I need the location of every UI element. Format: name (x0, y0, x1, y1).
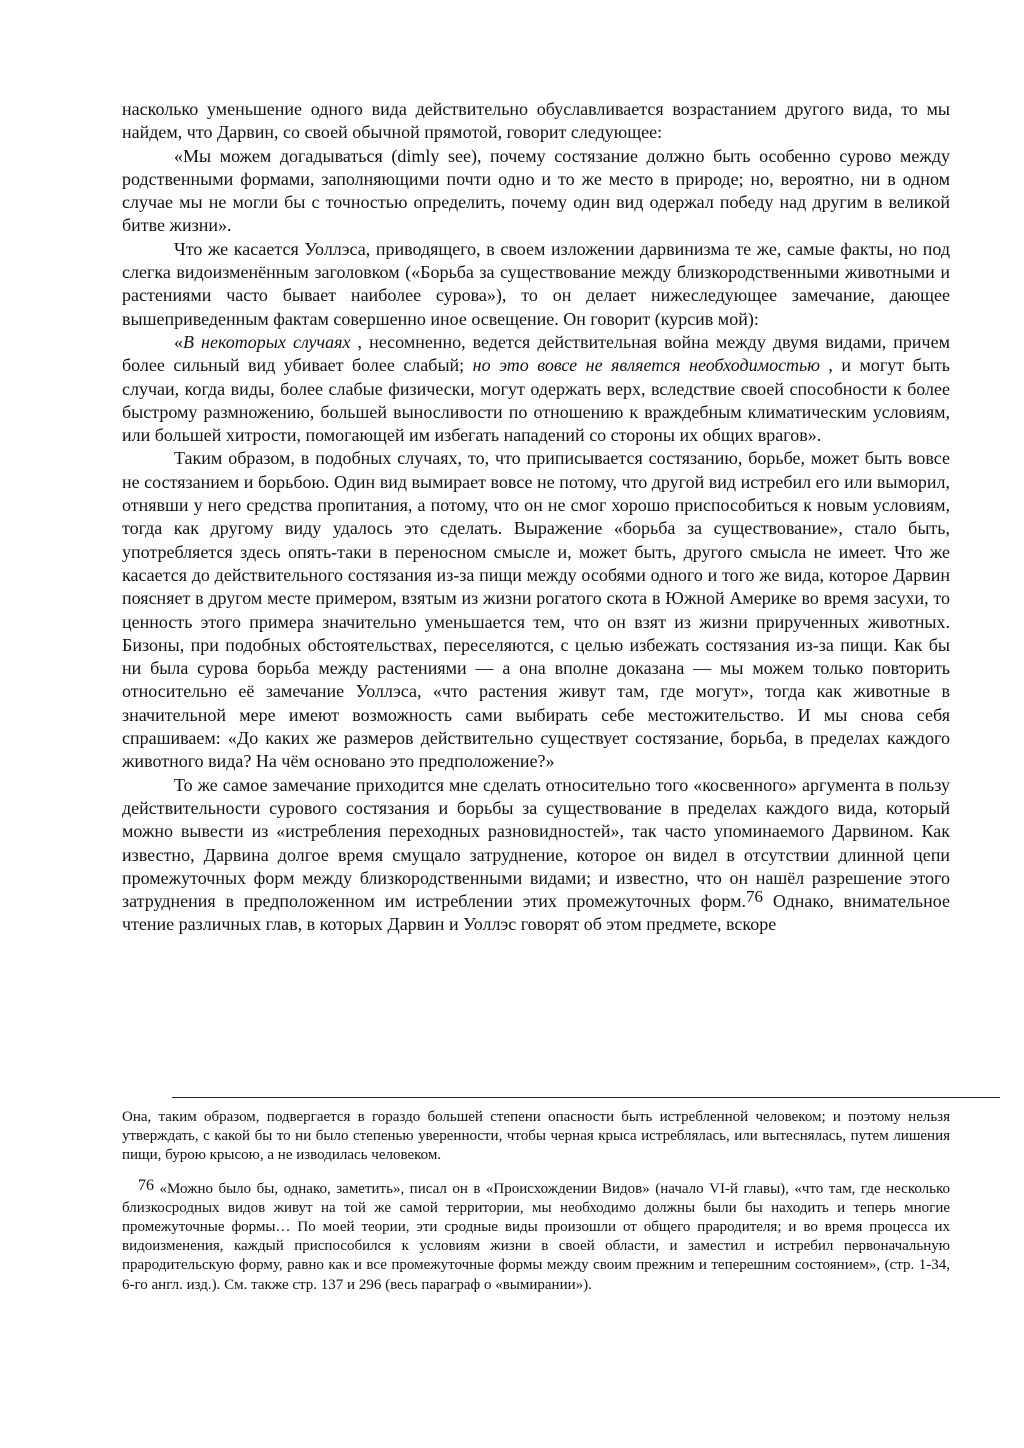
paragraph-wallace-quote (122, 331, 950, 447)
paragraph-analysis: Таким образом, в подобных случаях, то, что приписывается состязанию, борьбе, может быть вовсе не состязанием и борьбою. Один вид вымирает вовсе не потому, что другой вид истребил его или выморил, отнявши у него средства пропитания, а потому, что он не смог хорошо приспособиться к новым условиям, тогда как другому виду удалось это сделать. Выражение «борьба за существование», стало быть, употребляется здесь опять-таки в переносном смысле и, может быть, другого смысла не имеет. Что же касается до действительного состязания из-за пищи между особями одного и того же вида, которое Дарвин поясняет в другом месте примером, взятым из жизни рогатого скота в Южной Америке во время засухи, то ценность этого примера значительно уменьшается тем, что он взят из жизни прирученных животных. Бизоны, при подобных обстоятельствах, переселяются, с целью избежать состязания из-за пищи. Как бы ни была сурова борьба между растениями — а она вполне доказана — мы можем только повторить относительно её замечание Уоллэса, «что растения живут там, где могут», тогда как животные в значительной мере имеют возможность сами выбирать себе местожительство. И мы снова себя спрашиваем: «До каких же размеров действительно существует состязание, борьба, в пределах каждого животного вида? На чём основано это предположение?» (122, 448, 950, 772)
paragraph-text-2: Однако, внимательное чтение различных глав, в которых Дарвин и Уоллэс говорят об этом предмете, вскоре (122, 891, 950, 935)
italic-phrase-2: но это вовсе не является необходимостью (472, 355, 820, 376)
italic-phrase-1: В некоторых случаях (183, 331, 351, 352)
paragraph-wallace-intro: Что же касается Уоллэса, приводящего, в своем изложении дарвинизма те же, самые факты, но под слегка видоизменённым заголовком («Борьба за существование между близкородственными животными и растениями часто бывает наиболее сурова»), то он делает нижеследующее замечание, дающее вышеприведенным фактам совершенно иное освещение. Он говорит (курсив мой): (122, 238, 950, 329)
footnote-text: «Можно было бы, однако, заметить», писал он в «Происхождении Видов» (начало VI-й главы), «что там, где несколько близкосродных видов живут на той же самой территории, мы необходимо должны были бы находить и теперь многие промежуточные формы… По моей теории, эти сродные виды произошли от общего прародителя; и во время процесса их видоизменения, каждый приспособился к условиям жизни в своей области, и заместил и истребил первоначальную прародительскую форму, равно как и все промежуточные формы между своим прежним и теперешним состоянием», (стр. 1-34, 6-го англ. изд.). См. также стр. 137 и 296 (весь параграф о «вымирании»). (122, 1180, 950, 1293)
footnote-76 (122, 1176, 950, 1295)
quote-open: « (174, 331, 183, 352)
quote-text-1: , несомненно, ведется действительная война между двумя видами, причем более сильный вид убивает более слабый; (122, 331, 950, 376)
footnotes (122, 1108, 950, 1295)
footnote-continuation: Она, таким образом, подвергается в гораздо большей степени опасности быть истребленной человеком; и поэтому нельзя утверждать, с какой бы то ни было степенью уверенности, чтобы черная крыса истреблялась, или вытеснялась, путем лишения пищи, бурою крысою, а не изводилась человеком. (122, 1109, 950, 1164)
paragraph-text-1: То же самое замечание приходится мне сделать относительно того «косвенного» аргумента в пользу действительности сурового состязания и борьбы за существование в пределах каждого вида, который можно вывести из «истребления переходных разновидностей», так часто упоминаемого Дарвином. Как известно, Дарвина долгое время смущало затруднение, которое он видел в отсутствии длинной цепи промежуточных форм между близкородственными видами; и известно, что он нашёл разрешение этого затруднения в предположенном им истреблении этих промежуточных форм. (122, 774, 950, 912)
quote-text-2: , и могут быть случаи, когда виды, более слабые физически, могут одержать верх, вследствие своей способности к более быстрому размножению, большей выносливости по отношению к враждебным климатическим условиям, или большей хитрости, помогающей им избегать нападений со стороны их общих врагов». (122, 355, 950, 446)
footnote-number: 76 (138, 1176, 154, 1194)
footnote-divider (172, 1097, 1000, 1098)
main-text (122, 98, 950, 937)
paragraph-darwin-quote: «Мы можем догадываться (dimly see), почему состязание должно быть особенно сурово между родственными формами, заполняющими почти одно и то же место в природе; но, вероятно, ни в одном случае мы не могли бы с точностью определить, почему один вид одержал победу над другим в великой битве жизни». (122, 145, 950, 236)
footnote-reference-76[interactable]: 76 (745, 887, 763, 907)
paragraph-continuation: насколько уменьшение одного вида действительно обуславливается возрастанием другого вида, то мы найдем, что Дарвин, со своей обычной прямотой, говорит следующее: (122, 99, 950, 143)
paragraph-indirect-argument (122, 774, 950, 937)
